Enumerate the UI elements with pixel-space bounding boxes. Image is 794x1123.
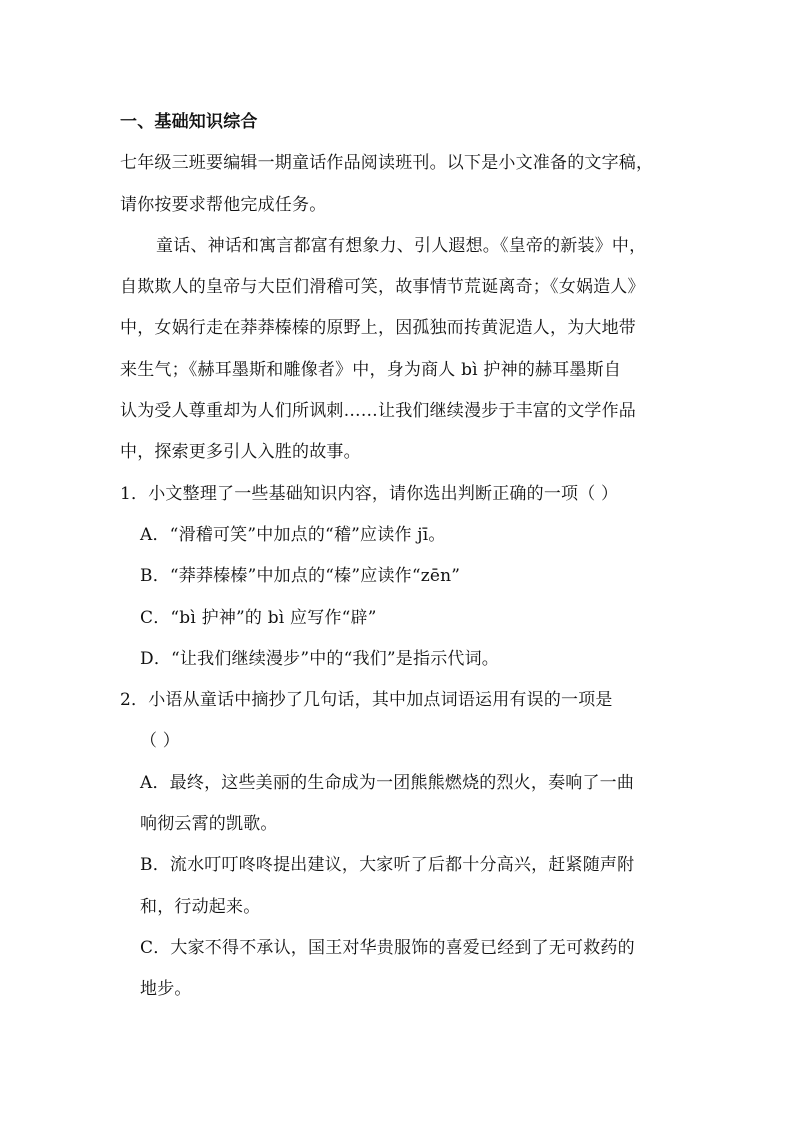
question-stem: 1．小文整理了一些基础知识内容，请你选出判断正确的一项（ ） [120, 483, 619, 504]
passage [120, 226, 680, 474]
passage-line: 认为受人尊重却为人们所讽刺……让我们继续漫步于丰富的文学作品 [120, 401, 636, 422]
option-b: B．“莽莽榛榛”中加点的“榛”应读作“zēn” [140, 566, 461, 587]
intro-line: 请你按要求帮他完成任务。 [120, 194, 327, 215]
passage-line: 中，探索更多引人入胜的故事。 [120, 442, 361, 463]
intro-line: 七年级三班要编辑一期童话作品阅读班刊。以下是小文准备的文字稿， [120, 153, 654, 174]
question-2 [120, 680, 680, 1010]
option-c: C．大家不得不承认，国王对华贵服饰的喜爱已经到了无可救药的 [140, 937, 635, 958]
question-stem-bracket: （ ） [140, 731, 181, 752]
passage-line: 童话、神话和寓言都富有想象力、引人遐想。《皇帝的新装》中， [156, 235, 647, 256]
option-b: B．流水叮叮咚咚提出建议，大家听了后都十分高兴，赶紧随声附 [140, 855, 635, 876]
option-a-continued: 响彻云霄的凯歌。 [140, 814, 278, 835]
question-1 [120, 474, 680, 680]
option-b-continued: 和，行动起来。 [140, 896, 261, 917]
option-c: C．“bì 护神”的 bì 应写作“辟” [140, 607, 377, 628]
option-a: A．最终，这些美丽的生命成为一团熊熊燃烧的烈火，奏响了一曲 [140, 772, 635, 793]
document-body [120, 102, 680, 1011]
option-c-continued: 地步。 [140, 979, 192, 1000]
question-stem: 2．小语从童话中摘抄了几句话，其中加点词语运用有误的一项是 [120, 690, 613, 711]
option-a: A．“滑稽可笑”中加点的“稽”应读作 jī。 [140, 524, 446, 545]
passage-line: 自欺欺人的皇帝与大臣们滑稽可笑，故事情节荒诞离奇；《女娲造人》 [120, 277, 645, 298]
section-heading: 一、基础知识综合 [120, 112, 258, 132]
passage-line: 中，女娲行走在莽莽榛榛的原野上，因孤独而抟黄泥造人，为大地带 [120, 318, 636, 339]
intro [120, 143, 680, 226]
passage-line: 来生气；《赫耳墨斯和雕像者》中，身为商人 bì 护神的赫耳墨斯自 [120, 359, 622, 380]
option-d: D．“让我们继续漫步”中的“我们”是指示代词。 [140, 648, 499, 669]
